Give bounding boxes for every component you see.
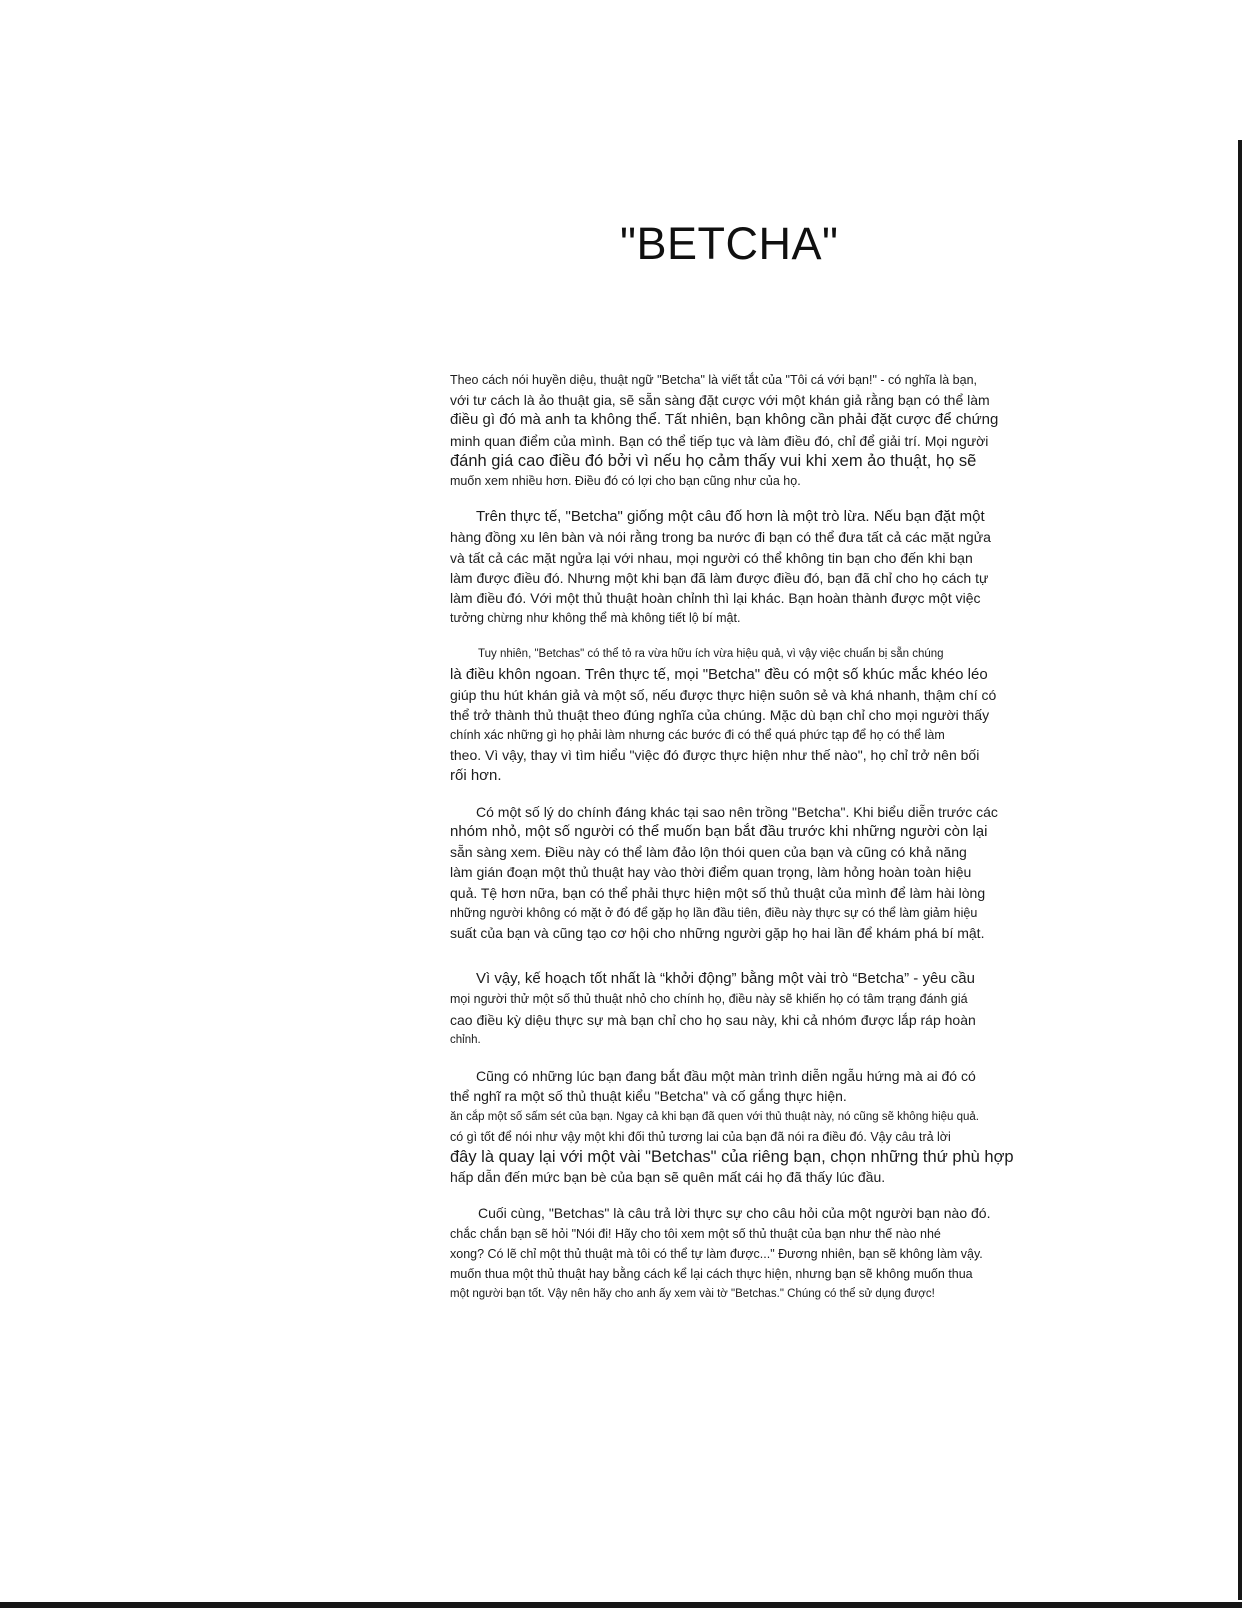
text-line: chính xác những gì họ phải làm nhưng các bước đi có thể quá phức tạp để họ có thể làm xyxy=(450,728,945,743)
text-line: giúp thu hút khán giả và một số, nếu được thực hiện suôn sẻ và khá nhanh, thậm chí có xyxy=(450,686,997,703)
text-line: cao điều kỳ diệu thực sự mà bạn chỉ cho họ sau này, khi cả nhóm được lắp ráp hoàn xyxy=(450,1011,976,1028)
text-line: một người bạn tốt. Vậy nên hãy cho anh ấy xem vài tờ "Betchas." Chúng có thể sử dụng được! xyxy=(450,1288,935,1301)
text-line: thể nghĩ ra một số thủ thuật kiểu "Betcha" và cố gắng thực hiện. xyxy=(450,1088,847,1105)
text-line: ăn cắp một số sấm sét của bạn. Ngay cả khi bạn đã quen với thủ thuật này, nó cũng sẽ không hiệu quả. xyxy=(450,1110,980,1123)
paragraph-7 xyxy=(450,1203,1037,1304)
text-line: Có một số lý do chính đáng khác tại sao nên trồng "Betcha". Khi biểu diễn trước các xyxy=(476,803,998,820)
text-line: làm điều đó. Với một thủ thuật hoàn chỉnh thì lại khác. Bạn hoàn thành được một việc xyxy=(450,590,981,607)
text-line: làm gián đoạn một thủ thuật hay vào thời điểm quan trọng, làm hỏng hoàn toàn hiệu xyxy=(450,864,972,881)
text-line: đánh giá cao điều đó bởi vì nếu họ cảm thấy vui khi xem ảo thuật, họ sẽ xyxy=(450,451,977,470)
text-line: có gì tốt để nói như vậy một khi đối thủ tương lai của bạn đã nói ra điều đó. Vậy câu trả lời xyxy=(450,1129,951,1144)
text-line: Trên thực tế, "Betcha" giống một câu đố hơn là một trò lừa. Nếu bạn đặt một xyxy=(476,508,985,526)
text-line: rối hơn. xyxy=(450,766,502,784)
text-line: là điều khôn ngoan. Trên thực tế, mọi "Betcha" đều có một số khúc mắc khéo léo xyxy=(450,665,988,683)
text-line: và tất cả các mặt ngửa lại với nhau, mọi người có thể không tin bạn cho đến khi bạn xyxy=(450,549,973,566)
text-line: làm được điều đó. Nhưng một khi bạn đã làm được điều đó, bạn đã chỉ cho họ cách tự xyxy=(450,569,989,586)
text-line: mọi người thử một số thủ thuật nhỏ cho chính họ, điều này sẽ khiến họ có tâm trạng đánh giá xyxy=(450,992,968,1007)
page-edge-bottom xyxy=(0,1602,1242,1608)
text-line: nhóm nhỏ, một số người có thể muốn bạn bắt đầu trước khi những người còn lại xyxy=(450,823,988,841)
text-line: với tư cách là ảo thuật gia, sẽ sẵn sàng đặt cược với một khán giả rằng bạn có thể làm xyxy=(450,392,990,409)
paragraph-4 xyxy=(450,802,1037,943)
paragraph-2 xyxy=(450,507,1037,628)
text-line: muốn thua một thủ thuật hay bằng cách kể lại cách thực hiện, nhưng bạn sẽ không muốn thua xyxy=(450,1266,973,1281)
text-line: sẵn sàng xem. Điều này có thể làm đảo lộn thói quen của bạn và cũng có khả năng xyxy=(450,844,967,861)
text-line: những người không có mặt ở đó để gặp họ lần đầu tiên, điều này thực sự có thể làm giảm hiệu xyxy=(450,905,978,920)
text-line: Theo cách nói huyền diệu, thuật ngữ "Betcha" là viết tắt của "Tôi cá với bạn!" - có nghĩa là bạn, xyxy=(450,373,977,387)
text-line: tưởng chừng như không thể mà không tiết lộ bí mật. xyxy=(450,611,741,626)
text-line: đây là quay lại với một vài "Betchas" của riêng bạn, chọn những thứ phù hợp xyxy=(450,1147,1014,1166)
text-line: hấp dẫn đến mức bạn bè của bạn sẽ quên mất cái họ đã thấy lúc đầu. xyxy=(450,1169,886,1186)
paragraph-1 xyxy=(450,370,1037,491)
paragraph-3 xyxy=(450,644,1037,785)
text-line: hàng đồng xu lên bàn và nói rằng trong ba nước đi bạn có thể đưa tất cả các mặt ngửa xyxy=(450,529,991,546)
page-title: "BETCHA" xyxy=(620,218,839,269)
text-line: xong? Có lẽ chỉ một thủ thuật mà tôi có thể tự làm được..." Đương nhiên, bạn sẽ không làm vậy. xyxy=(450,1246,983,1261)
text-line: Tuy nhiên, "Betchas" có thể tỏ ra vừa hữu ích vừa hiệu quả, vì vậy việc chuẩn bị sẵn chúng xyxy=(478,648,944,661)
text-line: minh quan điểm của mình. Bạn có thể tiếp tục và làm điều đó, chỉ để giải trí. Mọi người xyxy=(450,432,989,449)
text-line: chắc chắn bạn sẽ hỏi "Nói đi! Hãy cho tôi xem một số thủ thuật của bạn như thế nào nhé xyxy=(450,1226,941,1241)
paragraph-6 xyxy=(450,1066,1037,1187)
paragraph-5 xyxy=(450,969,1037,1050)
text-line: thể trở thành thủ thuật theo đúng nghĩa của chúng. Mặc dù bạn chỉ cho mọi người thấy xyxy=(450,707,990,724)
text-line: muốn xem nhiều hơn. Điều đó có lợi cho bạn cũng như của họ. xyxy=(450,474,801,489)
text-line: quả. Tệ hơn nữa, bạn có thể phải thực hiện một số thủ thuật của mình để làm hài lòng xyxy=(450,884,986,901)
article-body xyxy=(450,370,1037,1304)
text-line: chỉnh. xyxy=(450,1033,481,1046)
text-line: suất của bạn và cũng tạo cơ hội cho những người gặp họ hai lần để khám phá bí mật. xyxy=(450,925,985,942)
text-line: theo. Vì vậy, thay vì tìm hiểu "việc đó được thực hiện như thế nào", họ chỉ trở nên bối xyxy=(450,747,980,764)
page-edge-right xyxy=(1238,140,1242,1600)
text-line: điều gì đó mà anh ta không thể. Tất nhiên, bạn không cần phải đặt cược để chứng xyxy=(450,411,999,429)
text-line: Cuối cùng, "Betchas" là câu trả lời thực sự cho câu hỏi của một người bạn nào đó. xyxy=(478,1205,991,1222)
text-line: Vì vậy, kế hoạch tốt nhất là “khởi động” bằng một vài trò “Betcha” - yêu cầu xyxy=(476,970,975,988)
text-line: Cũng có những lúc bạn đang bắt đầu một màn trình diễn ngẫu hứng mà ai đó có xyxy=(476,1068,976,1085)
